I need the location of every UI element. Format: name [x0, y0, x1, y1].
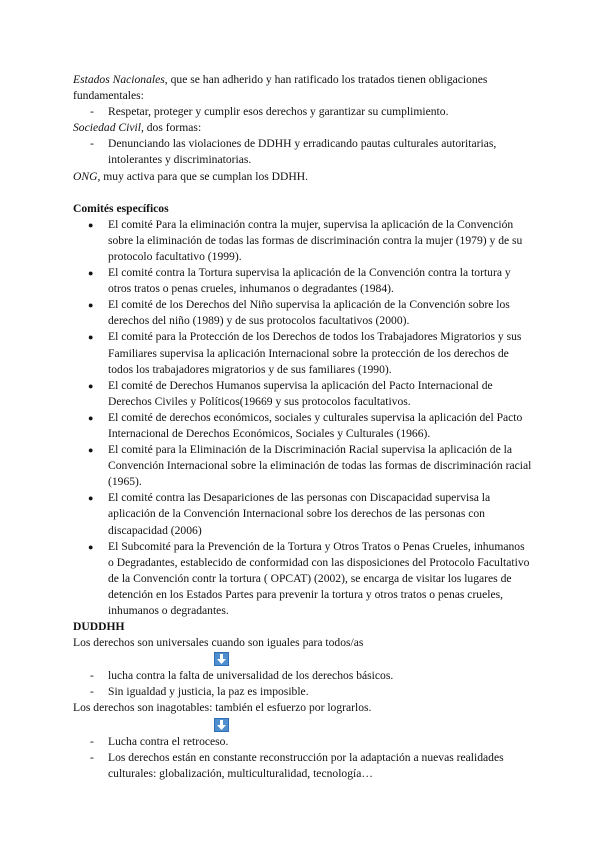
duddhh-heading: DUDDHH: [73, 620, 125, 634]
inagotables-list: [73, 734, 533, 782]
universal-list: [73, 668, 533, 700]
down-arrow-icon: [214, 652, 229, 666]
down-arrow-icon: [214, 718, 229, 732]
list-item: - Lucha contra el retroceso.: [73, 734, 533, 750]
sociedad-list: [73, 136, 533, 168]
ong-label: ONG: [73, 169, 98, 183]
list-item: - Sin igualdad y justicia, la paz es imposible.: [73, 684, 533, 700]
list-item: ● El comité de los Derechos del Niño supervisa la aplicación de la Convención sobre los derechos del niño (1989) y de sus protocolos facultativos (2000).: [73, 297, 533, 329]
sociedad-paragraph: [73, 120, 533, 136]
comites-list: [73, 217, 533, 619]
estados-label: Estados Nacionales: [73, 73, 165, 86]
ong-text: , muy activa para que se cumplan los DDHH.: [97, 169, 309, 183]
sociedad-text: , dos formas:: [140, 121, 202, 135]
list-item: ● El comité para la Eliminación de la Discriminación Racial supervisa la aplicación de la Convención Internacional sobre la eliminación de todas las formas de discriminación racial (1965).: [73, 442, 533, 490]
ong-paragraph: [73, 169, 533, 185]
list-item: ● El comité de Derechos Humanos supervisa la aplicación del Pacto Internacional de Derechos Civiles y Políticos(19669 y sus protocolos facultativos.: [73, 378, 533, 410]
list-item: ● El comité contra la Tortura supervisa la aplicación de la Convención contra la tortura y otros tratos o penas crueles, inhumanos o degradantes (1984).: [73, 265, 533, 297]
sociedad-label: Sociedad Civil: [73, 121, 141, 135]
list-item: - lucha contra la falta de universalidad de los derechos básicos.: [73, 668, 533, 684]
list-item: ● El comité Para la eliminación contra la mujer, supervisa la aplicación de la Convención sobre la eliminación de todas las formas de discriminación contra la mujer (1979) y de su protocolo facultativo (1999).: [73, 217, 533, 265]
spacer: [73, 185, 533, 201]
list-item: ● El comité de derechos económicos, sociales y culturales supervisa la aplicación del Pacto Internacional de Derechos Económicos, Sociales y Culturales (1966).: [73, 410, 533, 442]
universal-paragraph: Los derechos son universales cuando son iguales para todos/as: [73, 636, 364, 650]
estados-paragraph: [73, 72, 533, 104]
list-item: - Los derechos están en constante reconstrucción por la adaptación a nuevas realidades culturales: globalización, multiculturalidad, tecnología…: [73, 750, 533, 782]
inagotables-paragraph: Los derechos son inagotables: también el esfuerzo por lograrlos.: [73, 701, 372, 715]
list-item: ● El comité contra las Desapariciones de las personas con Discapacidad supervisa la aplicación de la Convención Internacional sobre los derechos de las personas con discapacidad (2006): [73, 490, 533, 538]
comites-heading: Comités específicos: [73, 201, 169, 215]
list-item: ● El Subcomité para la Prevención de la Tortura y Otros Tratos o Penas Crueles, inhumanos o Degradantes, establecido de conformidad con las disposiciones del Protocolo Facultativo de la Convención contr la tortura ( OPCAT) (2002), se encarga de visitar los lugares de detención en los Estados Partes para prevenir la tortura y otros tratos o penas crueles, inhumanos o degradantes.: [73, 539, 533, 619]
estados-text: , que se han adherido y han ratificado los tratados tienen obligaciones fundamentales:: [73, 73, 488, 103]
list-item: - Respetar, proteger y cumplir esos derechos y garantizar su cumplimiento.: [73, 104, 533, 120]
document-body: [73, 72, 533, 782]
list-item: ● El comité para la Protección de los Derechos de todos los Trabajadores Migratorios y sus Familiares supervisa la aplicación Internacional sobre la protección de los derechos de todos los trabajadores migratorios y de sus familiares (1990).: [73, 329, 533, 377]
list-item: - Denunciando las violaciones de DDHH y erradicando pautas culturales autoritarias, intolerantes y discriminatorias.: [73, 136, 533, 168]
estados-list: [73, 104, 533, 120]
